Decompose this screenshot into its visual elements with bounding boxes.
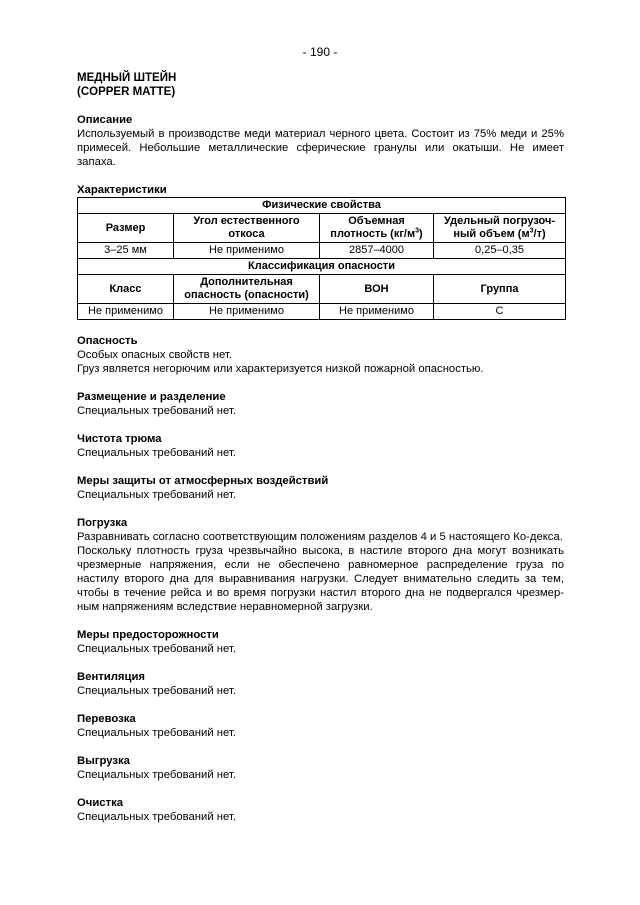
cleaning-text: Специальных требований нет. — [77, 811, 236, 823]
physical-values-row — [78, 243, 566, 259]
col-group: Группа — [434, 275, 566, 304]
weather-precautions-text: Специальных требований нет. — [77, 489, 236, 501]
stowage-text: Специальных требований нет. — [77, 405, 236, 417]
hold-cleanliness-text: Специальных требований нет. — [77, 447, 236, 459]
physical-properties-header: Физические свойства — [78, 198, 566, 214]
description-heading: Описание — [77, 114, 133, 126]
discharge-heading: Выгрузка — [77, 755, 130, 767]
table-cell: 2857–4000 — [320, 243, 434, 259]
col-stowage-factor: Удельный погрузоч-ный объем $(м^3/т)$ — [434, 214, 566, 243]
table-cell: Не применимо — [174, 243, 320, 259]
loading-text-1: Разравнивать согласно соответствующим положениям разделов 4 и 5 настоящего Ко-декса. — [77, 531, 563, 543]
carriage-heading: Перевозка — [77, 713, 136, 725]
cargo-subtitle: (COPPER MATTE) — [77, 86, 176, 98]
cleaning-heading: Очистка — [77, 797, 124, 809]
col-mhb: ВОН — [320, 275, 434, 304]
loading-text-2: Поскольку плотность груза чрезвычайно высока, в настиле второго дна могут возникать чрезмерные напряжения, если не обеспечено равномерное распределение груза по настилу второго дна для выравнивания нагрузки. Следует внимательно следить за тем, чтобы в течение рейса и во время погрузки настил второго дна не подвергался чрезмер-ным напряжениям вследствие неравномерной загрузки. — [77, 545, 564, 613]
description-text: Используемый в производстве меди материал черного цвета. Состоит из 75% меди и 25% примесей. Небольшие металлические сферические гранулы или окатыши. Не имеет запаха. — [77, 128, 564, 168]
table-cell: Не применимо — [174, 304, 320, 320]
col-bulk-density: Объемная плотность $(кг/м^3)$ — [320, 214, 434, 243]
ventilation-heading: Вентиляция — [77, 671, 145, 683]
table-cell: 3–25 мм — [78, 243, 174, 259]
stowage-heading: Размещение и разделение — [77, 391, 226, 403]
ventilation-text: Специальных требований нет. — [77, 685, 236, 697]
cargo-title: МЕДНЫЙ ШТЕЙН — [77, 72, 177, 84]
precautions-text: Специальных требований нет. — [77, 643, 236, 655]
col-angle-of-repose: Угол естественного откоса — [174, 214, 320, 243]
loading-heading: Погрузка — [77, 517, 128, 529]
hazard-values-row — [78, 304, 566, 320]
page-number: - 190 - — [302, 45, 338, 59]
characteristics-heading: Характеристики — [77, 184, 167, 196]
table-cell: С — [434, 304, 566, 320]
hold-cleanliness-heading: Чистота трюма — [77, 433, 162, 445]
carriage-text: Специальных требований нет. — [77, 727, 236, 739]
weather-precautions-heading: Меры защиты от атмосферных воздействий — [77, 475, 329, 487]
hazard-classification-header: Классификация опасности — [78, 259, 566, 275]
col-subsidiary-hazard: Дополнительная опасность (опасности) — [174, 275, 320, 304]
discharge-text: Специальных требований нет. — [77, 769, 236, 781]
document-body — [77, 71, 564, 824]
hazard-text-2: Груз является негорючим или характеризуется низкой пожарной опасностью. — [77, 363, 484, 375]
col-class: Класс — [78, 275, 174, 304]
characteristics-table — [77, 197, 566, 320]
col-size: Размер — [78, 214, 174, 243]
precautions-heading: Меры предосторожности — [77, 629, 219, 641]
hazard-heading: Опасность — [77, 335, 138, 347]
table-cell: Не применимо — [320, 304, 434, 320]
table-cell: Не применимо — [78, 304, 174, 320]
table-cell: 0,25–0,35 — [434, 243, 566, 259]
hazard-text-1: Особых опасных свойств нет. — [77, 349, 232, 361]
